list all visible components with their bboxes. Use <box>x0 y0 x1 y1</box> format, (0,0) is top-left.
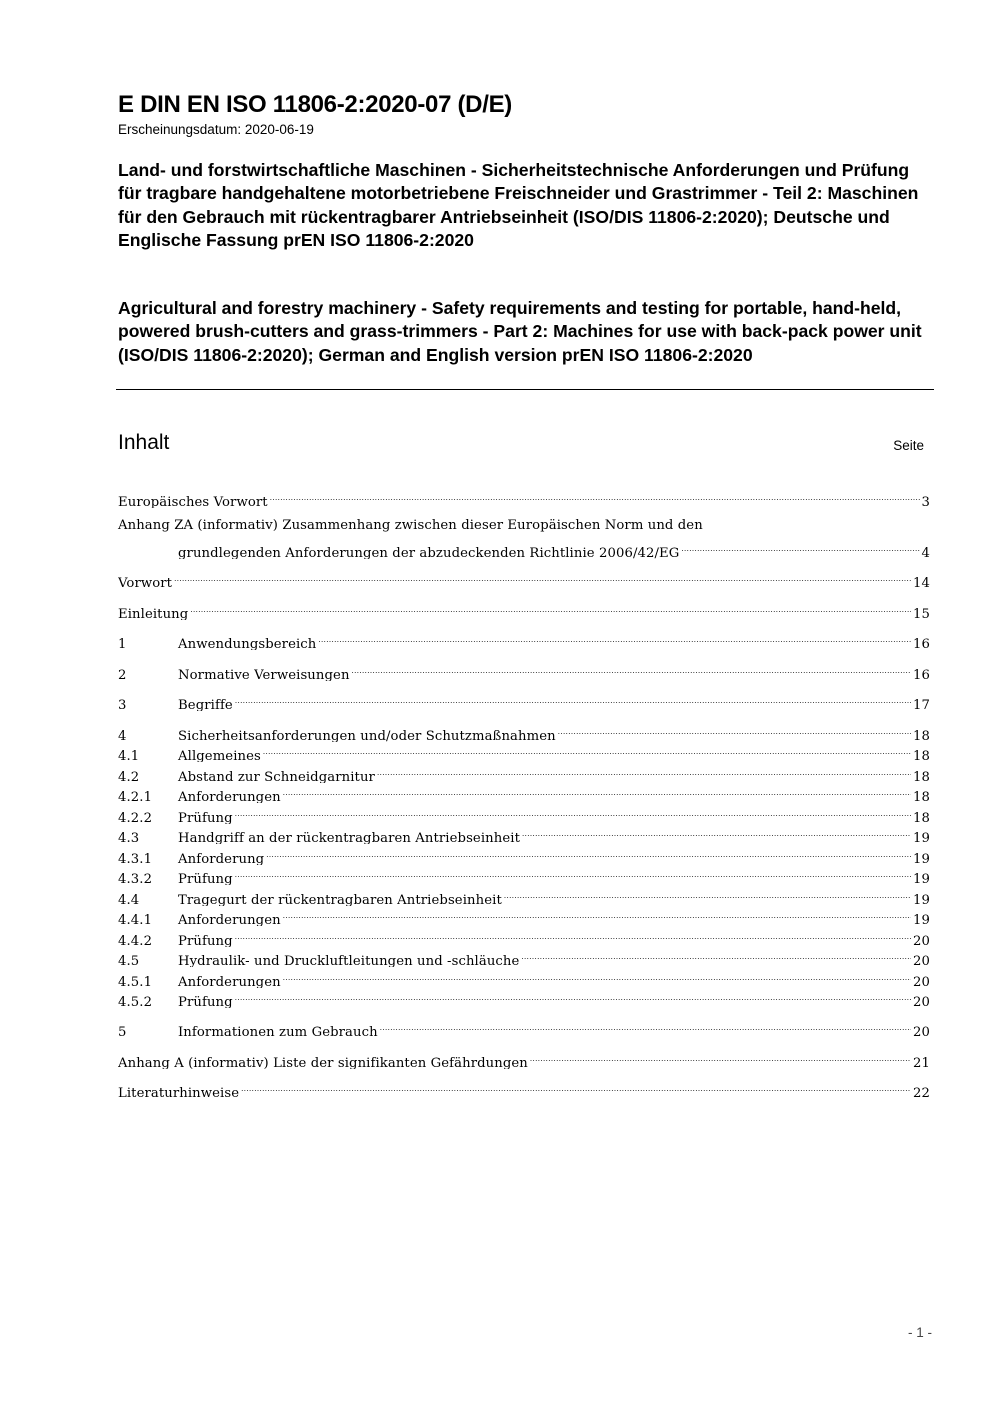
toc-entry-page: 16 <box>913 668 930 681</box>
toc-entry-title: Allgemeines <box>178 749 261 762</box>
toc-entry-page: 3 <box>921 495 930 508</box>
toc-entry-number: 4 <box>118 729 127 742</box>
toc-leader <box>681 537 919 557</box>
toc-entry-title: Hydraulik- und Druckluftleitungen und -schläuche <box>178 954 520 967</box>
toc-entry-title: Einleitung <box>118 607 189 620</box>
toc-entry-number: 3 <box>118 698 127 711</box>
toc-entry-title: Normative Verweisungen <box>178 668 350 681</box>
toc-entry-page: 18 <box>913 729 930 742</box>
toc-entry-title: Prüfung <box>178 872 233 885</box>
toc-heading: Inhalt <box>118 431 170 454</box>
toc-leader <box>283 904 911 924</box>
toc-leader <box>504 884 911 904</box>
toc-entry-page: 14 <box>913 576 930 589</box>
toc-leader <box>235 863 911 883</box>
toc-entry-title: Vorwort <box>118 576 173 589</box>
toc-entry-annex-za-line1[interactable]: Anhang ZA (informativ) Zusammenhang zwischen dieser Europäischen Norm und den <box>118 518 703 533</box>
toc-entry-title: Sicherheitsanforderungen und/oder Schutzmaßnahmen <box>178 729 556 742</box>
toc-entry-number: 4.1 <box>118 749 140 762</box>
toc-entry-page: 20 <box>913 954 930 967</box>
toc-entry-page: 16 <box>913 637 930 650</box>
toc-entry-page: 18 <box>913 790 930 803</box>
toc-entry[interactable] <box>118 986 930 1008</box>
toc-entry[interactable] <box>118 802 930 824</box>
toc-leader <box>174 567 911 587</box>
toc-leader <box>241 1077 911 1097</box>
toc-entry-number: 2 <box>118 668 127 681</box>
toc-entry-number: 4.4.2 <box>118 934 153 947</box>
toc-entry-title: Prüfung <box>178 811 233 824</box>
toc-entry-page: 20 <box>913 1025 930 1038</box>
toc-entry[interactable] <box>118 863 930 885</box>
toc-entry[interactable] <box>118 537 930 559</box>
toc-entry[interactable] <box>118 966 930 988</box>
toc-leader <box>318 628 911 648</box>
toc-leader <box>235 802 911 822</box>
toc-leader <box>270 486 920 506</box>
toc-entry-page: 18 <box>913 749 930 762</box>
standard-id: E DIN EN ISO 11806-2:2020-07 (D/E) <box>118 91 512 118</box>
toc-leader <box>522 822 911 842</box>
toc-entry-title: Anhang A (informativ) Liste der signifikanten Gefährdungen <box>118 1056 528 1069</box>
toc-entry-page: 18 <box>913 811 930 824</box>
toc-entry-title: Anforderungen <box>178 913 281 926</box>
toc-entry-number: 4.3.2 <box>118 872 153 885</box>
toc-entry[interactable] <box>118 1077 930 1099</box>
toc-leader <box>235 689 911 709</box>
header-divider <box>116 389 934 390</box>
toc-entry-title: Anwendungsbereich <box>178 637 317 650</box>
toc-entry-title: Informationen zum Gebrauch <box>178 1025 378 1038</box>
toc-entry-title: Europäisches Vorwort <box>118 495 268 508</box>
toc-leader <box>352 659 911 679</box>
toc-entry-number: 1 <box>118 637 127 650</box>
toc-leader <box>283 966 911 986</box>
toc-leader <box>380 1016 911 1036</box>
toc-entry-number: 4.5 <box>118 954 140 967</box>
toc-entry-number: 4.5.2 <box>118 995 153 1008</box>
toc-entry-page: 19 <box>913 893 930 906</box>
toc-entry-page: 19 <box>913 852 930 865</box>
toc-entry-title: Prüfung <box>178 934 233 947</box>
toc-entry[interactable] <box>118 904 930 926</box>
toc-entry-title: Abstand zur Schneidgarnitur <box>178 770 375 783</box>
toc-entry-page: 20 <box>913 995 930 1008</box>
toc-entry-title: Handgriff an der rückentragbaren Antriebseinheit <box>178 831 520 844</box>
toc-entry[interactable] <box>118 781 930 803</box>
page-number: - 1 - <box>907 1325 932 1340</box>
toc-entry[interactable] <box>118 884 930 906</box>
toc-page-label: Seite <box>893 438 924 453</box>
toc-entry-number: 4.3.1 <box>118 852 153 865</box>
toc-leader <box>283 781 911 801</box>
toc-entry-number: 4.2 <box>118 770 140 783</box>
toc-entry-number: 4.2.2 <box>118 811 153 824</box>
toc-entry[interactable] <box>118 925 930 947</box>
title-english: Agricultural and forestry machinery - Safety requirements and testing for portable, hand-held, powered brush-cutters and grass-trimmers - Part 2: Machines for use with back-pack power unit (ISO/DIS 11806-2:2020); German and English version prEN ISO 11806-2:2020 <box>118 298 922 365</box>
toc-entry[interactable] <box>118 659 930 681</box>
toc-entry[interactable] <box>118 567 930 589</box>
toc-entry[interactable] <box>118 1047 930 1069</box>
toc-entry-title: Prüfung <box>178 995 233 1008</box>
toc-leader <box>558 720 911 740</box>
toc-entry-page: 19 <box>913 913 930 926</box>
toc-entry-number: 4.4.1 <box>118 913 153 926</box>
toc-entry[interactable] <box>118 689 930 711</box>
toc-entry-page: 15 <box>913 607 930 620</box>
toc-entry-title: Literaturhinweise <box>118 1086 240 1099</box>
toc-leader <box>530 1047 911 1067</box>
toc-entry-number: 4.2.1 <box>118 790 153 803</box>
toc-entry[interactable] <box>118 598 930 620</box>
toc-entry-title: Anforderung <box>178 852 265 865</box>
toc-entry-page: 17 <box>913 698 930 711</box>
toc-entry[interactable] <box>118 843 930 865</box>
toc-entry[interactable] <box>118 740 930 762</box>
publication-date: Erscheinungsdatum: 2020-06-19 <box>118 122 314 137</box>
toc-entry-page: 18 <box>913 770 930 783</box>
toc-entry-title: Anforderungen <box>178 975 281 988</box>
toc-entry-number: 4.4 <box>118 893 140 906</box>
toc-entry[interactable] <box>118 720 930 742</box>
toc-entry-page: 20 <box>913 934 930 947</box>
toc-entry-page: 19 <box>913 831 930 844</box>
toc-entry-title: Tragegurt der rückentragbaren Antriebseinheit <box>178 893 502 906</box>
toc-entry-title: grundlegenden Anforderungen der abzudeckenden Richtlinie 2006/42/EG <box>178 546 680 559</box>
toc-entry-page: 21 <box>913 1056 930 1069</box>
toc-entry-title: Anforderungen <box>178 790 281 803</box>
title-german: Land- und forstwirtschaftliche Maschinen - Sicherheitstechnische Anforderungen und Prüfung für tragbare handgehaltene motorbetriebene Freischneider und Grastrimmer - Teil 2: Maschinen für den Gebrauch mit rückentragbarer Antriebseinheit (ISO/DIS 11806-2:2020); Deutsche und Englische Fassung prEN ISO 11806-2:2020 <box>118 160 919 251</box>
toc-entry[interactable] <box>118 945 930 967</box>
toc-leader <box>377 761 911 781</box>
toc-entry[interactable] <box>118 1016 930 1038</box>
toc-leader <box>235 986 911 1006</box>
toc-entry[interactable] <box>118 761 930 783</box>
toc-leader <box>190 598 911 618</box>
toc-entry-title: Begriffe <box>178 698 233 711</box>
toc-leader <box>521 945 911 965</box>
toc-entry-page: 20 <box>913 975 930 988</box>
toc-entry-number: 4.3 <box>118 831 140 844</box>
toc-entry[interactable] <box>118 486 930 508</box>
toc-leader <box>263 740 911 760</box>
toc-leader <box>266 843 911 863</box>
toc-entry-number: 5 <box>118 1025 127 1038</box>
toc-entry[interactable] <box>118 822 930 844</box>
toc-entry-page: 19 <box>913 872 930 885</box>
toc-entry[interactable] <box>118 628 930 650</box>
toc-entry-page: 22 <box>913 1086 930 1099</box>
toc-entry-number: 4.5.1 <box>118 975 153 988</box>
toc-leader <box>235 925 911 945</box>
toc-entry-page: 4 <box>921 546 930 559</box>
